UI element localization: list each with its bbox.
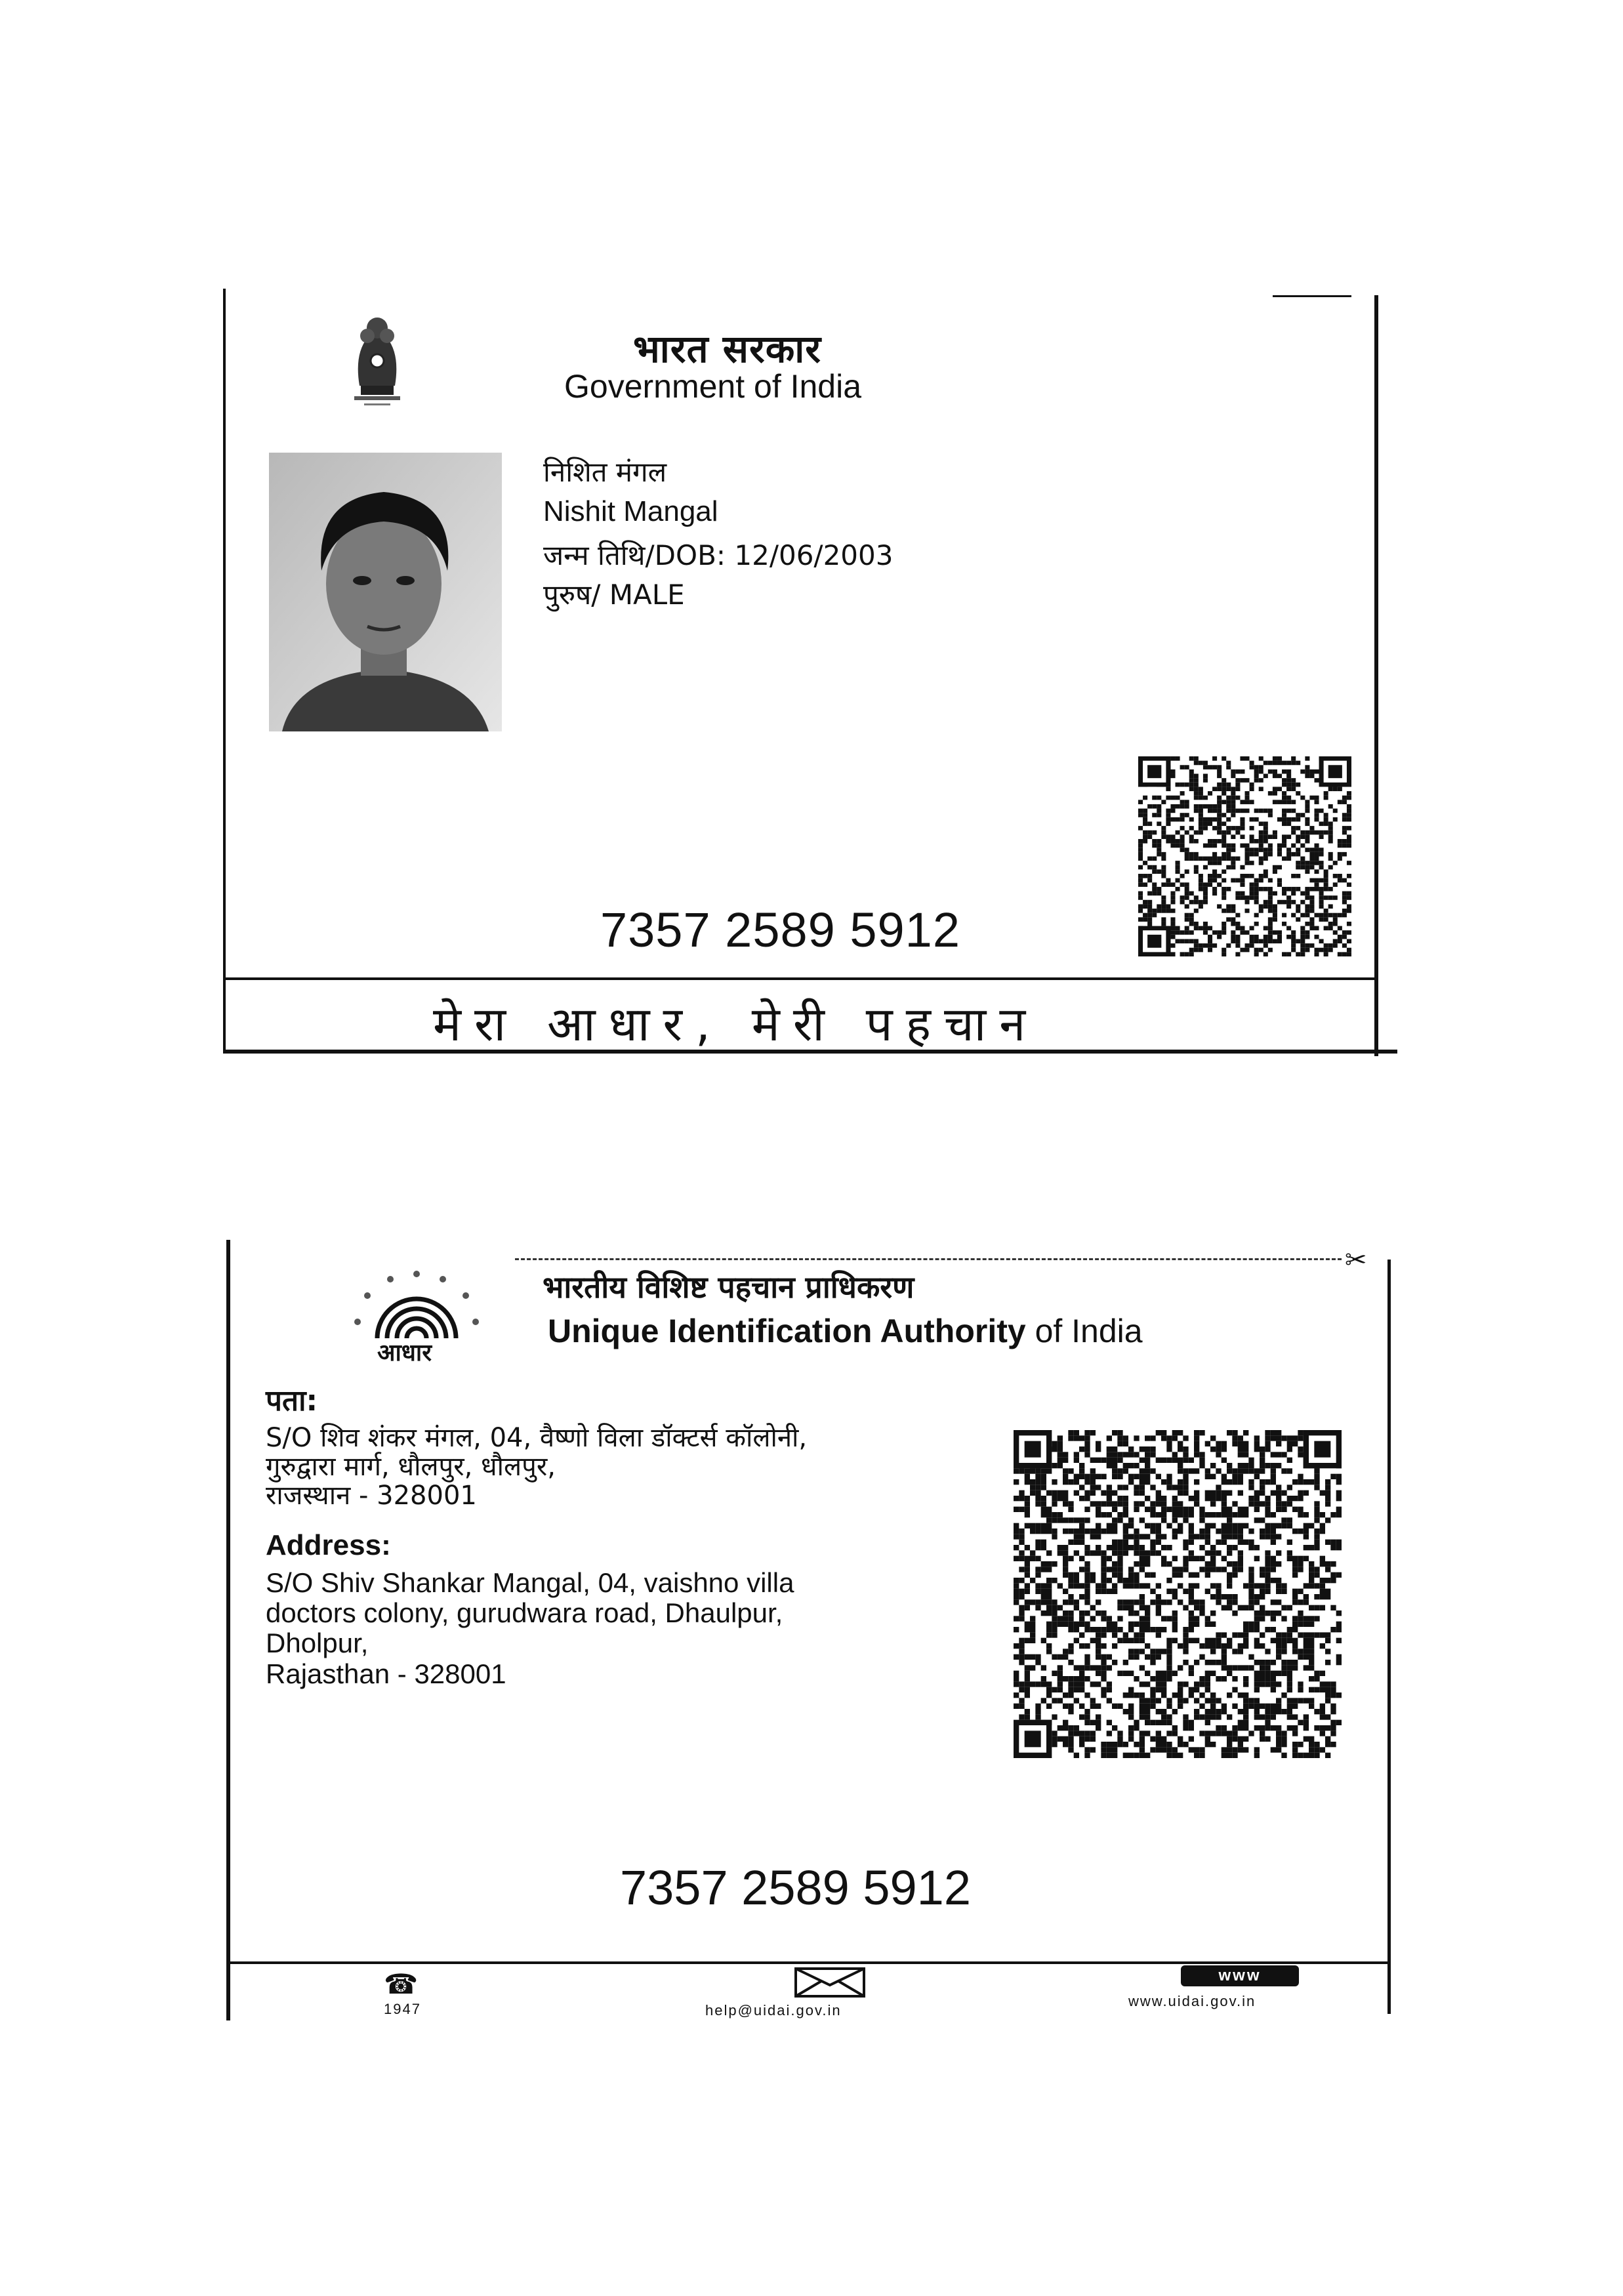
aadhaar-number-front: 7357 2589 5912 xyxy=(600,903,960,957)
footer-email: help@uidai.gov.in xyxy=(705,2002,842,2019)
address-english-line: doctors colony, gurudwara road, Dhaulpur, xyxy=(266,1597,783,1629)
address-label-english: Address: xyxy=(266,1529,391,1561)
address-hindi xyxy=(266,1424,807,1510)
address-hindi-line: राजस्थान - 328001 xyxy=(266,1481,477,1511)
back-header-hindi: भारतीय विशिष्ट पहचान प्राधिकरण xyxy=(543,1269,914,1305)
footer-phone: 1947 xyxy=(384,2001,421,2017)
back-left-border xyxy=(226,1240,230,2020)
mail-icon xyxy=(794,1967,866,1998)
back-top-dashed-line xyxy=(515,1258,1342,1260)
holder-name-hindi: निशित मंगल xyxy=(543,456,667,488)
www-badge-label: www xyxy=(1218,1967,1262,1984)
front-tagline-rule xyxy=(223,977,1378,980)
www-badge xyxy=(1181,1965,1299,1986)
address-english-line: Rajasthan - 328001 xyxy=(266,1658,506,1689)
back-footer-rule xyxy=(226,1961,1391,1964)
front-header-english: Government of India xyxy=(564,368,862,405)
aadhaar-front-card xyxy=(223,289,1397,1056)
front-qr-code xyxy=(1138,756,1351,956)
address-english-line: S/O Shiv Shankar Mangal, 04, vaishno villa xyxy=(266,1567,794,1598)
aadhaar-back-card xyxy=(226,1240,1401,2020)
holder-gender: पुरुष/ MALE xyxy=(543,579,685,611)
back-header-english-bold: Unique Identification Authority xyxy=(548,1313,1026,1349)
aadhaar-number-back: 7357 2589 5912 xyxy=(620,1860,971,1915)
aadhaar-logo xyxy=(331,1266,502,1364)
back-qr-code xyxy=(1014,1430,1342,1758)
phone-icon: ☎ xyxy=(384,1968,419,2000)
address-hindi-line: S/O शिव शंकर मंगल, 04, वैष्णो विला डॉक्टर्स कॉलोनी, xyxy=(266,1423,808,1453)
holder-photo xyxy=(269,453,502,731)
address-label-hindi: पता: xyxy=(266,1384,318,1418)
holder-name-english: Nishit Mangal xyxy=(543,495,718,527)
front-left-border xyxy=(223,289,226,1053)
back-right-border xyxy=(1387,1260,1391,2014)
back-header-english-tail: of India xyxy=(1025,1313,1143,1349)
front-tagline: मेरा आधार, मेरी पहचान xyxy=(433,996,1039,1052)
address-english-line: Dholpur, xyxy=(266,1628,369,1659)
holder-dob: जन्म तिथि/DOB: 12/06/2003 xyxy=(543,539,894,571)
front-top-dash xyxy=(1273,295,1351,297)
scissors-icon: ✂ xyxy=(1345,1245,1367,1275)
address-hindi-line: गुरुद्वारा मार्ग, धौलपुर, धौलपुर, xyxy=(266,1452,556,1482)
address-english xyxy=(266,1568,794,1689)
aadhaar-logo-text: आधार xyxy=(377,1340,432,1366)
footer-website: www.uidai.gov.in xyxy=(1128,1993,1256,2009)
back-header-english xyxy=(548,1312,1143,1350)
front-right-border xyxy=(1374,295,1378,1056)
front-header-hindi: भारत सरकार xyxy=(633,327,821,371)
national-emblem-icon xyxy=(341,308,413,413)
